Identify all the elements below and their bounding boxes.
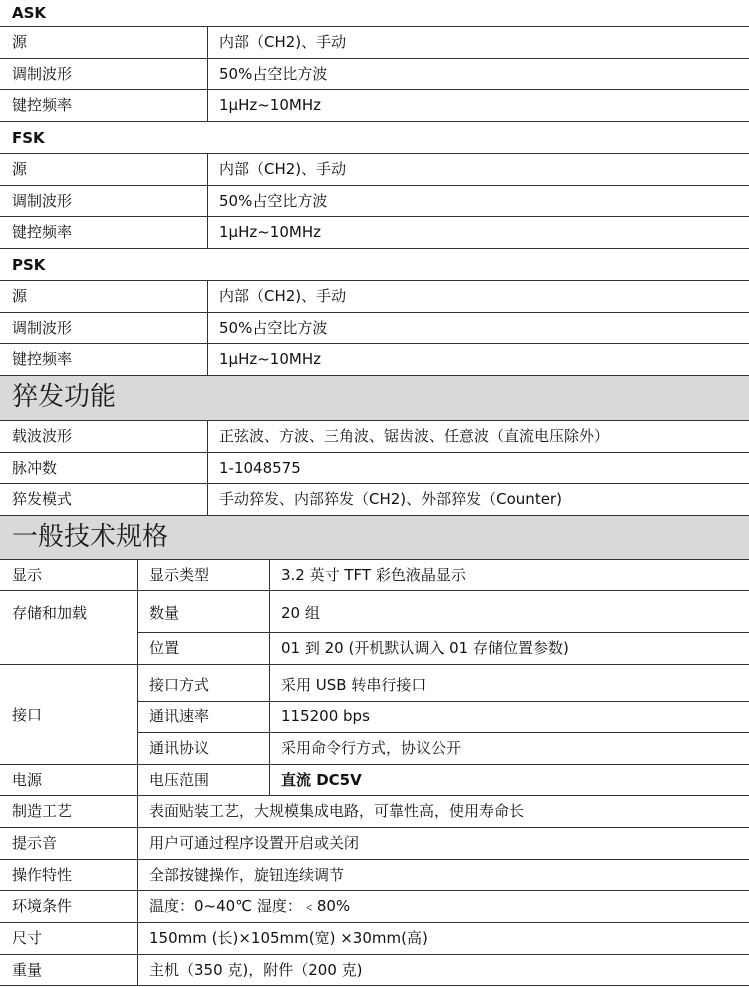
general-section-title: 一般技术规格 — [12, 522, 169, 552]
divider — [0, 89, 749, 90]
interface-method-label: 接口方式 — [149, 676, 210, 694]
ask-waveform-label: 调制波形 — [12, 65, 73, 83]
psk-source-value: 内部（CH2)、手动 — [219, 287, 347, 305]
psk-keyrate-value: 1μHz~10MHz — [219, 350, 321, 368]
column-divider — [207, 280, 208, 375]
divider — [137, 701, 749, 702]
psk-source-label: 源 — [12, 287, 28, 305]
divider — [0, 452, 749, 453]
psk-waveform-value: 50%占空比方波 — [219, 319, 328, 337]
fsk-keyrate-value: 1μHz~10MHz — [219, 223, 321, 241]
process-value: 表面贴装工艺，大规模集成电路，可靠性高，使用寿命长 — [149, 802, 525, 820]
column-divider — [207, 420, 208, 515]
divider — [0, 58, 749, 59]
divider — [0, 859, 749, 860]
ask-waveform-value: 50%占空比方波 — [219, 65, 328, 83]
display-label: 显示 — [12, 566, 43, 584]
column-divider — [137, 559, 138, 795]
interface-baud-label: 通讯速率 — [149, 707, 210, 725]
divider — [0, 985, 749, 986]
ask-heading: ASK — [12, 4, 47, 22]
divider — [0, 216, 749, 217]
divider — [0, 248, 749, 249]
ask-source-value: 内部（CH2)、手动 — [219, 33, 347, 51]
ask-source-label: 源 — [12, 33, 28, 51]
divider — [0, 827, 749, 828]
interface-method-value: 采用 USB 转串行接口 — [281, 676, 427, 694]
burst-count-label: 脉冲数 — [12, 459, 58, 477]
fsk-waveform-value: 50%占空比方波 — [219, 192, 328, 210]
environment-label: 环境条件 — [12, 897, 73, 915]
storage-location-value: 01 到 20 (开机默认调入 01 存储位置参数) — [281, 639, 569, 657]
fsk-heading: FSK — [12, 129, 45, 147]
storage-label: 存储和加载 — [12, 604, 88, 622]
psk-heading: PSK — [12, 256, 46, 274]
burst-section-title: 猝发功能 — [12, 382, 117, 412]
fsk-source-label: 源 — [12, 160, 28, 178]
section-band-general — [0, 515, 749, 559]
storage-location-label: 位置 — [149, 639, 180, 657]
burst-mode-label: 猝发模式 — [12, 490, 73, 508]
fsk-waveform-label: 调制波形 — [12, 192, 73, 210]
divider — [0, 26, 749, 27]
beep-label: 提示音 — [12, 834, 58, 852]
power-range-value: 直流 DC5V — [281, 771, 362, 789]
ask-keyrate-value: 1μHz~10MHz — [219, 96, 321, 114]
interface-protocol-label: 通讯协议 — [149, 739, 210, 757]
divider — [0, 590, 749, 591]
burst-mode-value: 手动猝发、内部猝发（CH2)、外部猝发（Counter) — [219, 490, 562, 508]
column-divider — [137, 795, 138, 986]
dimensions-label: 尺寸 — [12, 929, 43, 947]
beep-value: 用户可通过程序设置开启或关闭 — [149, 834, 360, 852]
weight-value: 主机（350 克)，附件（200 克) — [149, 961, 363, 979]
divider — [0, 343, 749, 344]
column-divider — [207, 26, 208, 121]
divider — [0, 664, 749, 665]
power-range-label: 电压范围 — [149, 771, 210, 789]
divider — [0, 153, 749, 154]
environment-value: 温度：0~40℃ 湿度：﹤80% — [149, 897, 351, 915]
fsk-source-value: 内部（CH2)、手动 — [219, 160, 347, 178]
divider — [0, 954, 749, 955]
divider — [0, 515, 749, 516]
ask-keyrate-label: 键控频率 — [12, 96, 73, 114]
section-band-burst — [0, 375, 749, 420]
process-label: 制造工艺 — [12, 802, 73, 820]
operation-label: 操作特性 — [12, 866, 73, 884]
divider — [0, 280, 749, 281]
divider — [0, 375, 749, 376]
fsk-keyrate-label: 键控频率 — [12, 223, 73, 241]
divider — [0, 764, 749, 765]
interface-baud-value: 115200 bps — [281, 707, 370, 725]
divider — [0, 890, 749, 891]
display-type-value: 3.2 英寸 TFT 彩色液晶显示 — [281, 566, 466, 584]
burst-carrier-value: 正弦波、方波、三角波、锯齿波、任意波（直流电压除外） — [219, 427, 610, 445]
column-divider — [207, 153, 208, 248]
burst-carrier-label: 载波波形 — [12, 427, 73, 445]
display-type-label: 显示类型 — [149, 566, 210, 584]
burst-count-value: 1-1048575 — [219, 459, 301, 477]
interface-protocol-value: 采用命令行方式，协议公开 — [281, 739, 462, 757]
interface-label: 接口 — [12, 706, 43, 724]
divider — [0, 185, 749, 186]
psk-keyrate-label: 键控频率 — [12, 350, 73, 368]
column-divider — [269, 559, 270, 795]
psk-waveform-label: 调制波形 — [12, 319, 73, 337]
dimensions-value: 150mm (长)×105mm(宽) ×30mm(高) — [149, 929, 428, 947]
power-label: 电源 — [12, 771, 43, 789]
storage-count-label: 数量 — [149, 604, 180, 622]
weight-label: 重量 — [12, 961, 43, 979]
divider — [0, 121, 749, 122]
storage-count-value: 20 组 — [281, 604, 320, 622]
operation-value: 全部按键操作，旋钮连续调节 — [149, 866, 345, 884]
divider — [0, 312, 749, 313]
